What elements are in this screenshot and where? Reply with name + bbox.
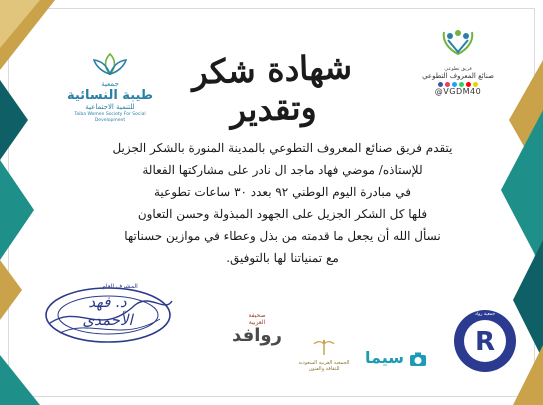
r-association-logo	[452, 308, 518, 374]
certificate-body	[60, 137, 505, 269]
stamp-signature-name: د. فهد الأحمدي	[82, 293, 133, 329]
r-ring-text: جمعية رواد	[474, 312, 496, 317]
lotus-icon	[90, 52, 130, 76]
body-line: للإستاذه/ موضي فهاد ماجد ال نادر على مشاركتها الفعالة	[142, 163, 423, 177]
body-line: نسأل الله أن يجعل ما قدمته من بذل وعطاء في موازين حسناتها	[124, 229, 441, 243]
r-circle-icon	[452, 308, 518, 374]
sanae-badge: فريق تطوعي	[444, 66, 472, 72]
taiba-en: Taiba Women Society For Social Development	[74, 112, 146, 123]
palm-emblem-icon	[312, 338, 336, 356]
taiba-name: طيبة النسائية	[66, 88, 154, 103]
culture-society-logo	[293, 338, 355, 372]
body-line: يتقدم فريق صنائع المعروف التطوعي بالمدينة المنورة بالشكر الجزيل	[112, 141, 453, 155]
taiba-line1: جمعية	[101, 80, 119, 88]
camera-icon	[409, 351, 427, 367]
sima-logo	[360, 348, 432, 367]
certificate-title: شهادة شكر وتقدير	[190, 47, 353, 130]
body-line: مع تمنياتنا لها بالتوفيق.	[226, 251, 339, 265]
culture-name: الجمعية العربية السعودية للثقافة والفنون	[298, 360, 350, 372]
stamp-top-text: المشرف العام	[102, 283, 138, 290]
taiba-sub: للتنمية الاجتماعية	[85, 103, 135, 111]
taiba-society-logo	[60, 52, 160, 124]
svg-text:R: R	[474, 327, 496, 357]
sanae-team-logo	[418, 28, 498, 97]
sanae-name: صنائع المعروف التطوعي	[422, 72, 494, 80]
rawafed-logo	[232, 312, 282, 346]
volunteer-people-icon	[438, 28, 478, 62]
signature-stamp	[40, 283, 180, 353]
rawafed-tag: صحيفة	[248, 312, 266, 319]
body-line: فلها كل الشكر الجزيل على الجهود المبذولة وحسن التعاون	[137, 207, 428, 221]
body-line: في مبادرة اليوم الوطني ٩٢ بعدد ٣٠ ساعات تطوعية	[154, 185, 411, 199]
side-ribbon-left	[0, 60, 40, 340]
sanae-handle: @VGDM40	[434, 87, 482, 96]
sima-name: سيما	[364, 348, 404, 367]
rawafed-sub: العربية	[248, 319, 266, 326]
rawafed-name: روافد	[232, 325, 282, 346]
